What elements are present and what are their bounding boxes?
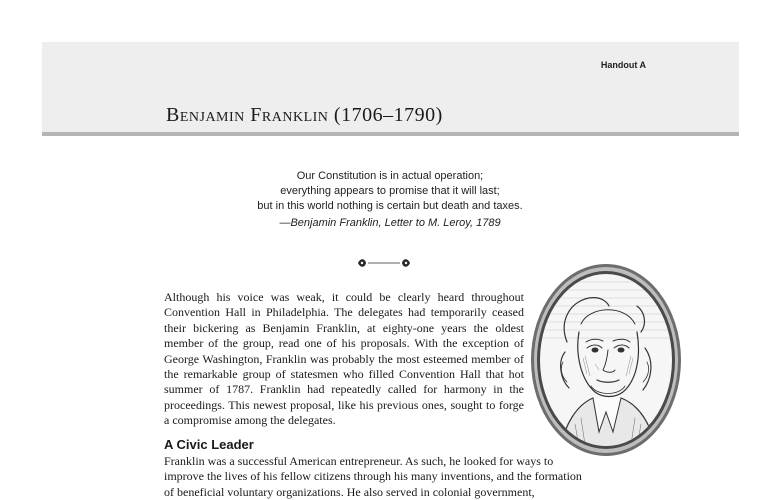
quote-attribution: —Benjamin Franklin, Letter to M. Leroy, 1789 bbox=[279, 217, 501, 229]
quote-line: everything appears to promise that it will last; bbox=[280, 185, 500, 197]
title-years: (1706–1790) bbox=[333, 104, 443, 126]
quote-line: Our Constitution is in actual operation; bbox=[296, 170, 484, 182]
quote-line: but in this world nothing is certain but death and taxes. bbox=[257, 200, 523, 212]
franklin-portrait bbox=[529, 262, 683, 458]
section-paragraph: Franklin was a successful American entrepreneur. As such, he looked for ways to improve the lives of his fellow citizens through his many inventions, and the formation of beneficial voluntary organizations. He also served in colonial government, bbox=[164, 454, 582, 499]
title-name: Benjamin Franklin bbox=[166, 104, 329, 126]
page-title bbox=[166, 104, 443, 127]
handout-label: Handout A bbox=[600, 60, 646, 70]
header-rule bbox=[42, 132, 739, 136]
epigraph-quote bbox=[190, 169, 590, 231]
section-heading: A Civic Leader bbox=[164, 437, 254, 452]
intro-paragraph: Although his voice was weak, it could be clearly heard throughout Convention Hall in Philadelphia. The delegates had temporarily ceased their bickering as Benjamin Franklin, at eighty-one years the oldest member of the group, read one of his proposals. With the exception of George Washington, Franklin was probably the most esteemed member of the remarkable group of statesmen who filled Convention Hall that hot summer of 1787. Franklin had repeatedly called for harmony in the proceedings. This newest proposal, like his previous ones, sought to forge a compromise among the delegates. bbox=[164, 290, 524, 428]
ornament-divider-icon bbox=[356, 256, 412, 270]
